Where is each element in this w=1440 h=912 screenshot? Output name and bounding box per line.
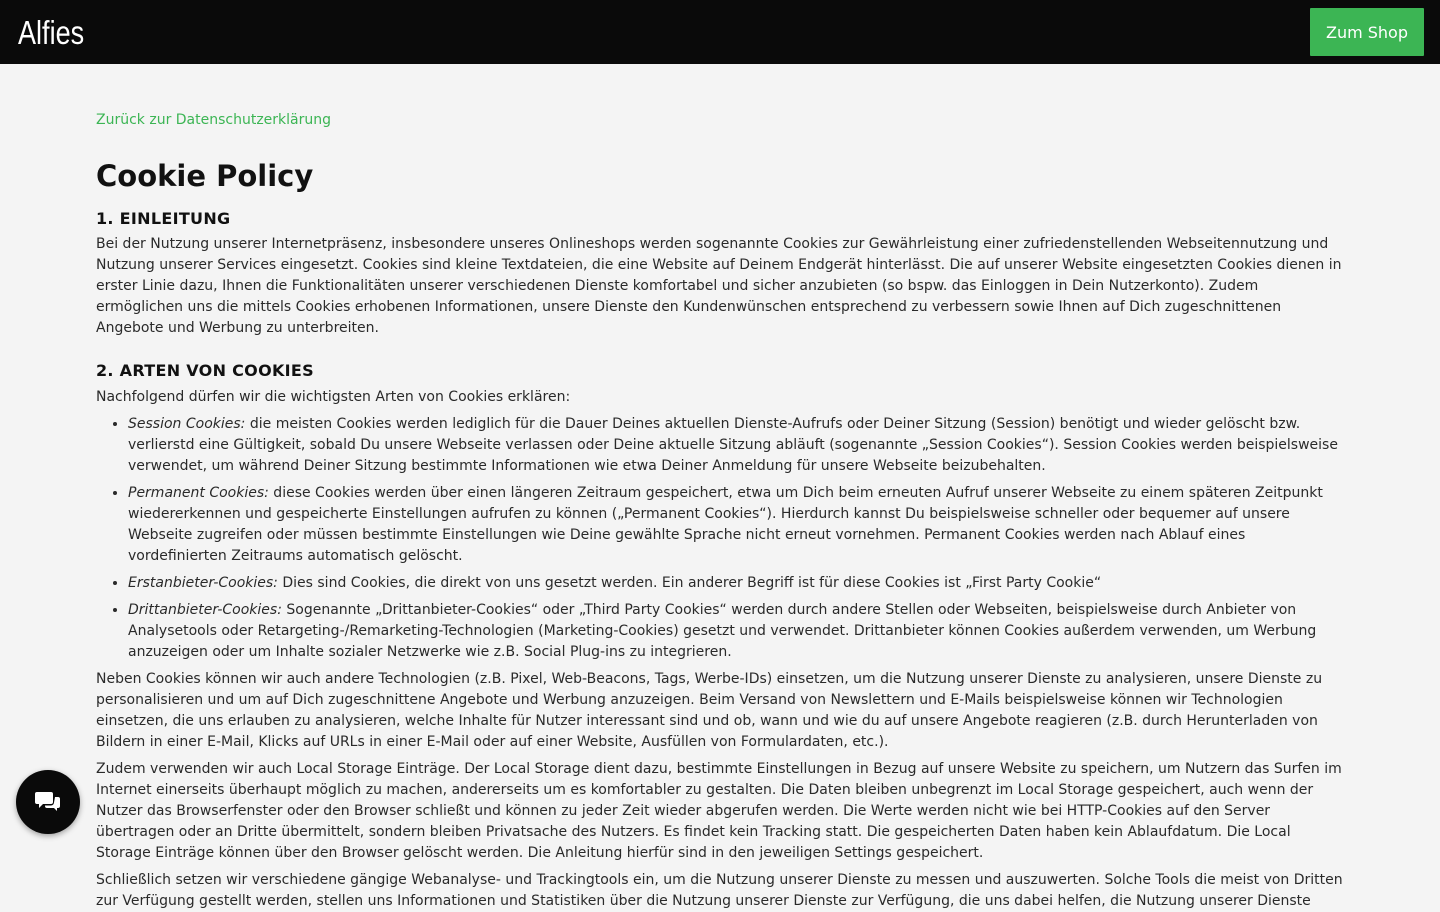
list-item <box>128 573 1346 594</box>
chat-bubbles-icon <box>34 790 62 814</box>
einleitung-text: Bei der Nutzung unserer Internetpräsenz, insbesondere unseres Onlineshops werden sogenannte Cookies zur Gewährleistung einer zufriedenstellenden Webseitennutzung und Nutzung unserer Services eingesetzt. Cookies sind kleine Textdateien, die eine Website auf Deinem Endgerät hinterlässt. Die auf unserer Website eingesetzten Cookies dienen in erster Linie dazu, Ihnen die Funktionalitäten unserer verschiedenen Dienste komfortabel und sicher anzubieten (so bspw. das Einloggen in Dein Nutzerkonto). Zudem ermöglichen uns die mittels Cookies erhobenen Informationen, unsere Dienste den Kundenwünschen entsprechend zu verbessern sowie Ihnen auf Dich zugeschnittenen Angebote und Werbung zu unterbreiten. <box>96 236 1342 336</box>
tracking-tools-paragraph: Schließlich setzen wir verschiedene gängige Webanalyse- und Trackingtools ein, um die Nutzung unserer Dienste zu messen und auszuwerten. Solche Tools die meist von Dritten zur Verfügung gestellt werden, stellen uns Informationen und Statistiken über die Nutzung unserer Dienste zur Verfügung, die uns dabei helfen, die Nutzung unserer Dienste <box>96 872 1343 909</box>
alfies-logo[interactable] <box>18 13 85 51</box>
list-item <box>128 600 1346 663</box>
list-item <box>128 414 1346 477</box>
cookie-policy-content <box>96 64 1346 912</box>
chat-widget-button[interactable] <box>16 770 80 834</box>
local-storage-paragraph: Zudem verwenden wir auch Local Storage Einträge. Der Local Storage dient dazu, bestimmte Einstellungen in Bezug auf unsere Website zu speichern, um Nutzern das Surfen im Internet einerseits überhaupt möglich zu machen, andererseits um es komfortabler zu gestalten. Die Daten bleiben unbegrenzt im Local Storage gespeichert, auch wenn der Nutzer das Browserfenster oder den Browser schließt und können zu jeder Zeit wieder abgerufen werden. Die Werte werden nicht wie bei HTTP-Cookies auf den Server übertragen oder an Dritte übermittelt, sondern bleiben Privatsache des Nutzers. Es findet kein Tracking statt. Die gespeicherten Daten haben kein Ablaufdatum. Die Local Storage Einträge können über den Browser gelöscht werden. Die Anleitung hierfür sind in den jeweiligen Settings gespeichert. <box>96 761 1342 861</box>
section-heading-arten-von-cookies: 2. ARTEN VON COOKIES <box>96 361 314 380</box>
cookie-type-term: Erstanbieter-Cookies: <box>128 575 278 591</box>
list-item <box>128 483 1346 567</box>
cookie-type-term: Drittanbieter-Cookies: <box>128 602 282 618</box>
cookie-type-description: Sogenannte „Drittanbieter-Cookies“ oder „Third Party Cookies“ werden durch andere Stellen oder Webseiten, beispielsweise durch Anbieter von Analysetools oder Retargeting-/Remarketing-Technologien (Marketing-Cookies) gesetzt und verwendet. Drittanbieter können Cookies außerdem verwenden, um Werbung anzuzeigen oder um Inhalte sozialer Netzwerke wie z.B. Social Plug-ins zu integrieren. <box>128 602 1317 660</box>
logo-text: Alfies <box>18 13 85 51</box>
top-navigation-bar <box>0 0 1440 64</box>
page-title: Cookie Policy <box>96 159 314 193</box>
cookie-type-description: diese Cookies werden über einen längeren Zeitraum gespeichert, etwa um Dich beim erneuten Aufruf unserer Webseite zu einem späteren Zeitpunkt wiedererkennen und gespeicherte Einstellungen aufrufen zu können („Permanent Cookies“). Hierdurch kannst Du beispielsweise schneller oder bequemer auf unsere Webseite zugreifen oder müssen bestimmte Einstellungen wie Deine gewählte Sprache nicht erneut vornehmen. Permanent Cookies werden nach Ablauf eines vordefinierten Zeitraums automatisch gelöscht. <box>128 485 1323 564</box>
cookie-type-description: die meisten Cookies werden lediglich für die Dauer Deines aktuellen Dienste-Aufrufs oder Deiner Sitzung (Session) benötigt und wieder gelöscht bzw. verlierstd eine Gültigkeit, sobald Du unsere Webseite verlassen oder Deine aktuelle Sitzung abläuft (sogenannte „Session Cookies“). Session Cookies werden beispielsweise verwendet, um während Deiner Sitzung bestimmte Informationen wie etwa Deiner Anmeldung für unsere Webseite beizubehalten. <box>128 416 1338 474</box>
zum-shop-button[interactable]: Zum Shop <box>1310 8 1424 56</box>
cookie-type-term: Session Cookies: <box>128 416 246 432</box>
cookie-types-intro: Nachfolgend dürfen wir die wichtigsten Arten von Cookies erklären: <box>96 389 571 405</box>
cookie-type-term: Permanent Cookies: <box>128 485 269 501</box>
back-to-privacy-link[interactable]: Zurück zur Datenschutzerklärung <box>96 112 332 128</box>
section-heading-einleitung: 1. EINLEITUNG <box>96 209 231 228</box>
cookie-type-description: Dies sind Cookies, die direkt von uns gesetzt werden. Ein anderer Begriff ist für diese Cookies ist „First Party Cookie“ <box>277 575 1102 591</box>
other-technologies-paragraph: Neben Cookies können wir auch andere Technologien (z.B. Pixel, Web-Beacons, Tags, Werbe-IDs) einsetzen, um die Nutzung unserer Dienste zu analysieren, unsere Dienste zu personalisieren und um auf Dich zugeschnittene Angebote und Werbung anzuzeigen. Beim Versand von Newslettern und E-Mails beispielsweise können wir Technologien einsetzen, die uns erlauben zu analysieren, welche Inhalte für Nutzer interessant sind und ob, wann und wie du auf unsere Angebote reagieren (z.B. durch Herunterladen von Bildern in einer E-Mail, Klicks auf URLs in einer E-Mail oder auf einer Website, Ausfüllen von Formulardaten, etc.). <box>96 671 1323 750</box>
cookie-types-list <box>96 414 1346 663</box>
